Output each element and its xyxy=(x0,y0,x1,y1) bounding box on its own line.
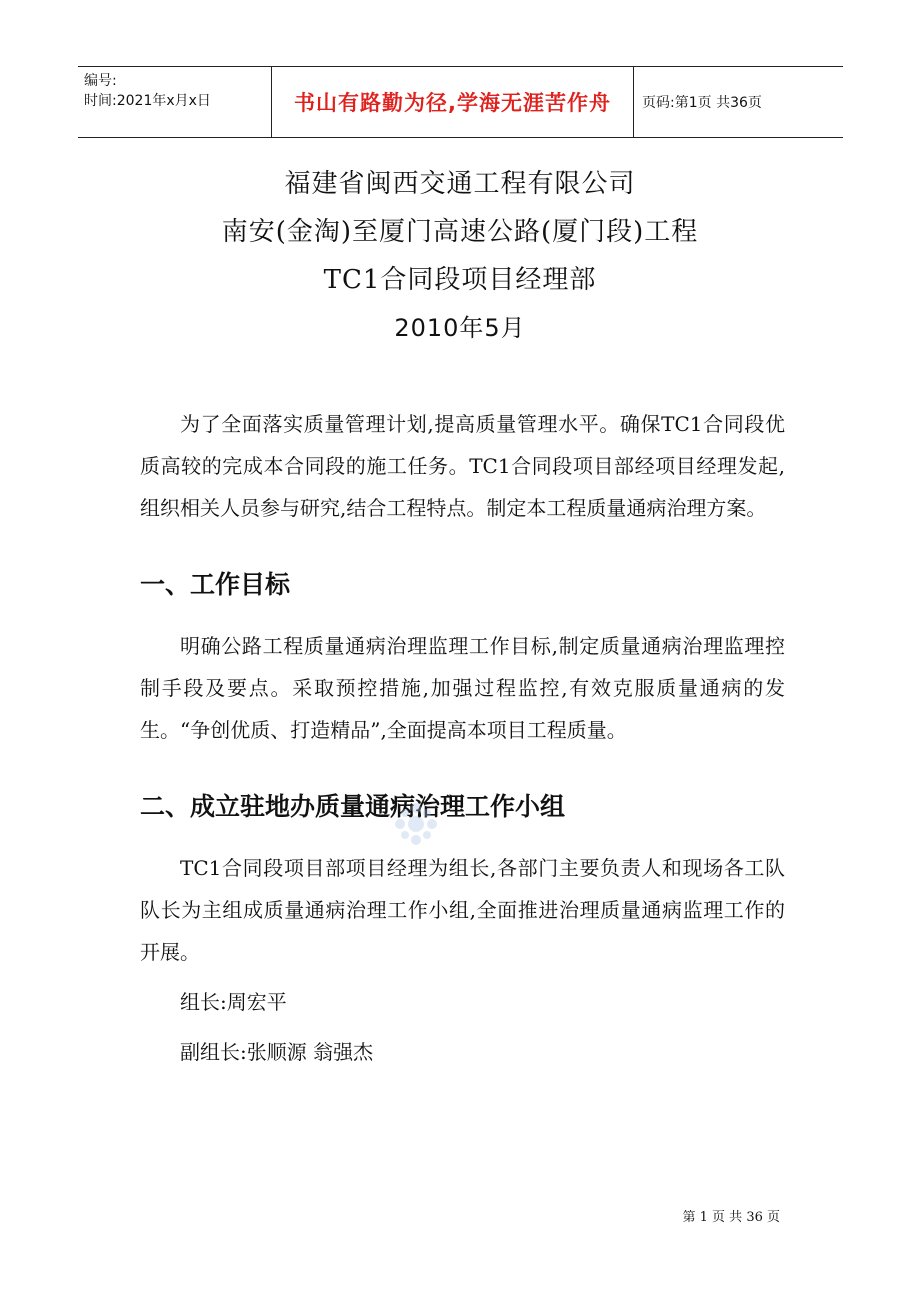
section-paragraph-team: TC1合同段项目部项目经理为组长,各部门主要负责人和现场各工队队长为主组成质量通病治理工作小组,全面推进治理质量通病监理工作的开展。 xyxy=(140,856,785,964)
section-heading-team: 二、成立驻地办质量通病治理工作小组 xyxy=(140,792,566,821)
project-title: 南安(金淘)至厦门高速公路(厦门段)工程 xyxy=(221,217,699,247)
document-number-label: 编号: xyxy=(84,73,117,89)
watermark-icon xyxy=(392,800,440,848)
header-meta xyxy=(78,67,272,137)
header-page-number: 页码:第1页 共36页 xyxy=(642,95,762,111)
header-slogan: 书山有路勤为径,学海无涯苦作舟 xyxy=(272,67,634,137)
page-footer: 第 1 页 共 36 页 xyxy=(682,1210,780,1225)
department-title: TC1合同段项目经理部 xyxy=(323,265,597,295)
document-time-label: 时间:2021年x月x日 xyxy=(84,93,211,109)
team-leader: 组长:周宏平 xyxy=(180,990,287,1014)
title-block xyxy=(0,160,920,352)
document-date: 2010年5月 xyxy=(394,314,526,342)
team-deputy: 副组长:张顺源 翁强杰 xyxy=(180,1040,374,1064)
intro-paragraph: 为了全面落实质量管理计划,提高质量管理水平。确保TC1合同段优质高较的完成本合同段的施工任务。TC1合同段项目部经项目经理发起,组织相关人员参与研究,结合工程特点。制定本工程质量通病治理方案。 xyxy=(140,412,785,520)
company-title: 福建省闽西交通工程有限公司 xyxy=(284,169,636,199)
section-paragraph-goals: 明确公路工程质量通病治理监理工作目标,制定质量通病治理监理控制手段及要点。采取预控措施,加强过程监控,有效克服质量通病的发生。“争创优质、打造精品”,全面提高本项目工程质量。 xyxy=(140,634,785,742)
document-header xyxy=(78,66,843,138)
document-body xyxy=(140,403,785,1073)
section-heading-goals: 一、工作目标 xyxy=(140,570,291,599)
